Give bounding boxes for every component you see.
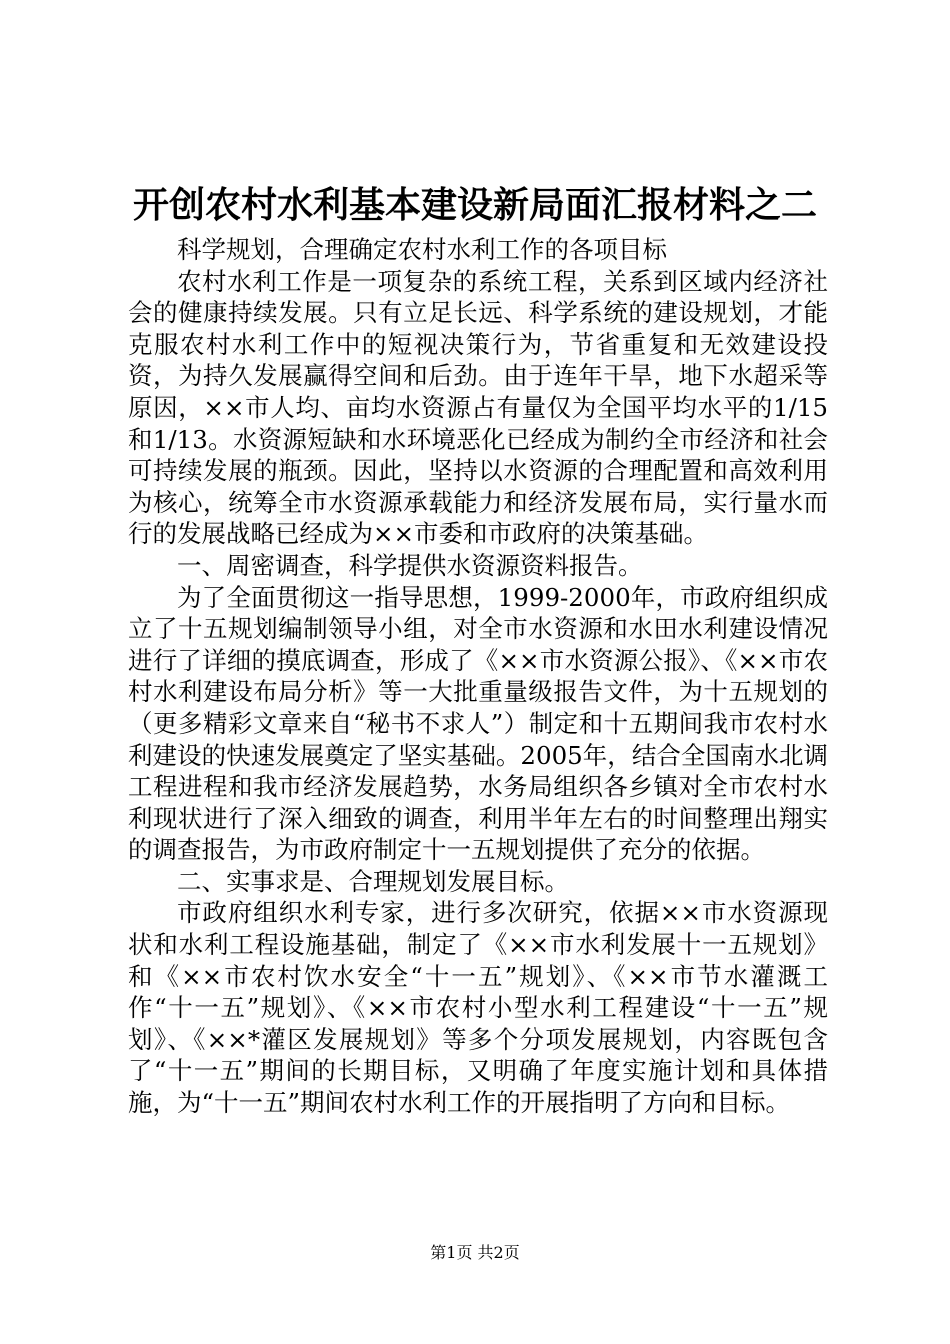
page-number-footer: 第1页 共2页 <box>430 1243 520 1262</box>
document-body <box>128 234 828 1119</box>
document-title: 开创农村水利基本建设新局面汇报材料之二 <box>132 184 817 226</box>
section-heading-intro: 科学规划，合理确定农村水利工作的各项目标 <box>177 235 667 264</box>
paragraph-investigation: 为了全面贯彻这一指导思想，1999-2000年，市政府组织成立了十五规划编制领导小组，对全市水资源和水田水利建设情况进行了详细的摸底调查，形成了《××市水资源公报》、《××市农村水利建设布局分析》等一大批重量级报告文件，为十五规划的（更多精彩文章来自“秘书不求人”）制定和十五期间我市农村水利建设的快速发展奠定了坚实基础。2005年，结合全国南水北调工程进程和我市经济发展趋势，水务局组织各乡镇对全市农村水利现状进行了深入细致的调查，利用半年左右的时间整理出翔实的调查报告，为市政府制定十一五规划提供了充分的依据。 <box>128 582 828 865</box>
section-heading-goals: 二、实事求是、合理规划发展目标。 <box>177 866 569 896</box>
paragraph-goals: 市政府组织水利专家，进行多次研究，依据××市水资源现状和水利工程设施基础，制定了《××市水利发展十一五规划》和《××市农村饮水安全“十一五”规划》、《××市节水灌溉工作“十一五”规划》、《××市农村小型水利工程建设“十一五”规划》、《××*灌区发展规划》等多个分项发展规划，内容既包含了“十一五”期间的长期目标，又明确了年度实施计划和具体措施，为“十一五”期间农村水利工作的开展指明了方向和目标。 <box>128 898 828 1118</box>
paragraph-planning-background: 农村水利工作是一项复杂的系统工程，关系到区域内经济社会的健康持续发展。只有立足长远、科学系统的建设规划，才能克服农村水利工作中的短视决策行为，节省重复和无效建设投资，为持久发展赢得空间和后劲。由于连年干旱，地下水超采等原因，××市人均、亩均水资源占有量仅为全国平均水平的1/15和1/13。水资源短缺和水环境恶化已经成为制约全市经济和社会可持续发展的瓶颈。因此，坚持以水资源的合理配置和高效利用为核心，统筹全市水资源承载能力和经济发展布局，实行量水而行的发展战略已经成为××市委和市政府的决策基础。 <box>128 266 828 549</box>
section-heading-investigation: 一、周密调查，科学提供水资源资料报告。 <box>177 550 643 580</box>
